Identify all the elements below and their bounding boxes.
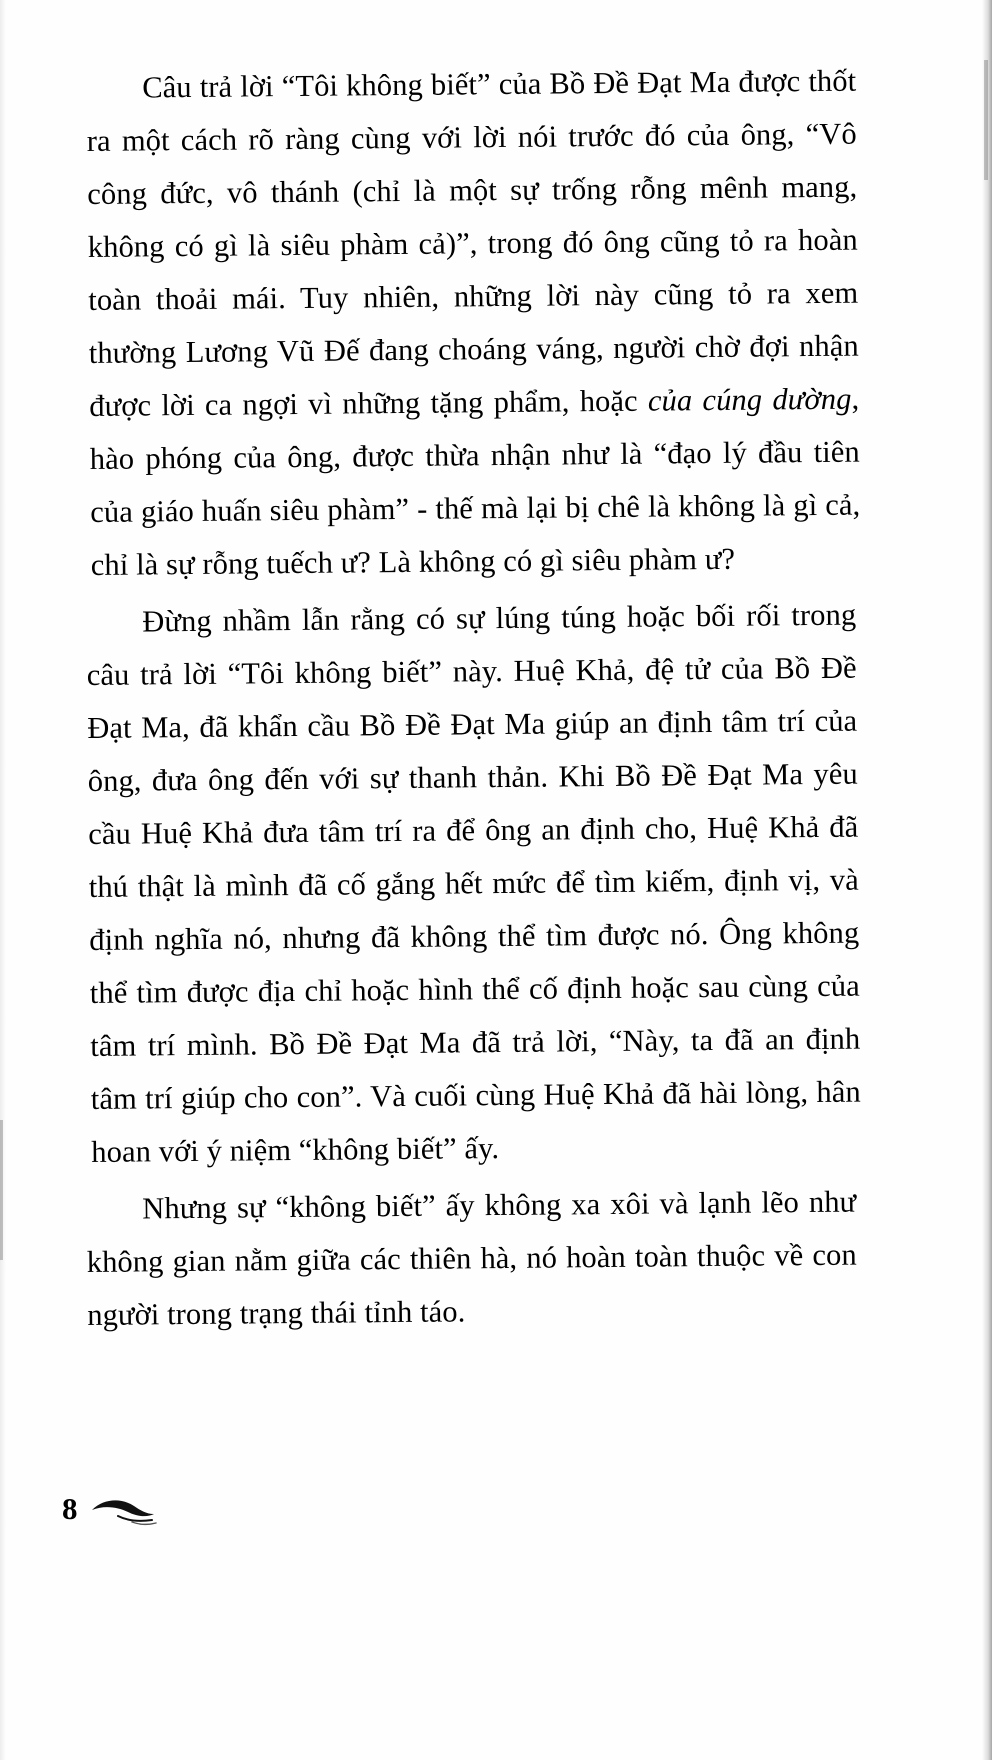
scan-edge-left	[0, 0, 6, 1760]
paragraph-3	[86, 1176, 857, 1342]
paragraph-indent	[86, 97, 142, 98]
paragraph-indent	[86, 1218, 142, 1219]
emphasized-text: của cúng dường	[647, 381, 852, 418]
paragraph-indent	[86, 631, 142, 632]
paragraph-2	[86, 589, 862, 1179]
page-edge-mark	[984, 60, 988, 180]
page-footer	[62, 1490, 160, 1524]
paragraph-1	[86, 55, 861, 592]
spine-shadow-mark	[0, 1120, 3, 1260]
scan-edge-right	[982, 0, 992, 1760]
body-text-block	[86, 62, 861, 1342]
body-text: Đừng nhầm lẫn rằng có sự lúng túng hoặc bối rối trong câu trả lời “Tôi không biết” này. Huệ Khả, đệ tử của Bồ Đề Đạt Ma, đã khẩn cầu Bồ Đề Đạt Ma giúp an định tâm trí của ông, đưa ông đến với sự thanh thản. Khi Bồ Đề Đạt Ma yêu cầu Huệ Khả đưa tâm trí ra để ông an định cho, Huệ Khả đã thú thật là mình đã cố gắng hết mức để tìm kiếm, định vị, và định nghĩa nó, nhưng đã không thể tìm được nó. Ông không thể tìm được địa chỉ hoặc hình thể cố định hoặc sau cùng của tâm trí mình. Bồ Đề Đạt Ma đã trả lời, “Này, ta đã an định tâm trí giúp cho con”. Và cuối cùng Huệ Khả đã hài lòng, hân hoan với ý niệm “không biết” ấy.	[86, 597, 861, 1169]
body-text: Nhưng sự “không biết” ấy không xa xôi và lạnh lẽo như không gian nằm giữa các thiên hà, nó hoàn toàn thuộc về con người trong trạng thái tỉnh táo.	[86, 1184, 857, 1332]
body-text: Câu trả lời “Tôi không biết” của Bồ Đề Đạt Ma được thốt ra một cách rõ ràng cùng với lời nói trước đó của ông, “Vô công đức, vô thánh (chỉ là một sự trống rỗng mênh mang, không có gì là siêu phàm cả)”, trong đó ông cũng tỏ ra hoàn toàn thoải mái. Tuy nhiên, những lời này cũng tỏ ra xem thường Lương Vũ Đế đang choáng váng, người chờ đợi nhận được lời ca ngợi vì những tặng phẩm, hoặc	[86, 63, 859, 423]
page-number: 8	[62, 1491, 78, 1526]
body-text: , hào phóng của ông, được thừa nhận như là “đạo lý đầu tiên của giáo huấn siêu phàm” - thế mà lại bị chê là không là gì cả, chỉ là sự rỗng tuếch ư? Là không có gì siêu phàm ư?	[89, 381, 861, 582]
swoosh-flourish-icon	[88, 1494, 160, 1528]
